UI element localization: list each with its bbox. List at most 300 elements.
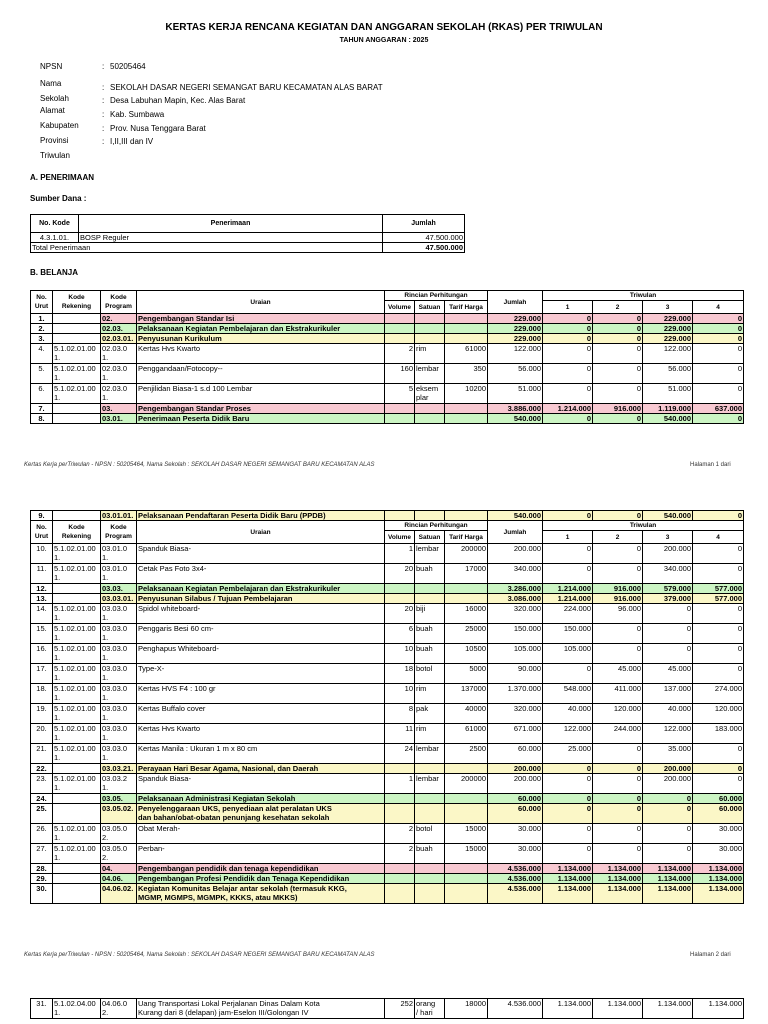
header-t2: 2 xyxy=(593,531,643,544)
row-no: 1. xyxy=(31,314,53,324)
row-jumlah: 3.286.000 xyxy=(488,584,543,594)
header-rincian: Rincian Perhitungan xyxy=(385,291,488,301)
row-t4: 1.134.000 xyxy=(693,884,744,904)
row-kode-program: 03.03.0 1. xyxy=(101,664,137,684)
table-row xyxy=(31,511,744,521)
row-t4: 577.000 xyxy=(693,594,744,604)
row-jumlah: 340.000 xyxy=(488,564,543,584)
row-satuan: lembar xyxy=(415,744,445,764)
row-t3: 579.000 xyxy=(643,584,693,594)
table-row xyxy=(31,844,744,864)
row-t4: 0 xyxy=(693,511,744,521)
row-satuan xyxy=(415,864,445,874)
row-no: 19. xyxy=(31,704,53,724)
row-t3: 137.000 xyxy=(643,684,693,704)
row-t1: 0 xyxy=(543,794,593,804)
row-no: 29. xyxy=(31,874,53,884)
row-kode-program: 03.05.0 2. xyxy=(101,824,137,844)
row-jumlah: 671.000 xyxy=(488,724,543,744)
row-uraian: Penyusunan Silabus / Tujuan Pembelajaran xyxy=(137,594,385,604)
row-t3: 229.000 xyxy=(643,324,693,334)
row-t1: 548.000 xyxy=(543,684,593,704)
row-t4: 0 xyxy=(693,624,744,644)
table-row xyxy=(31,874,744,884)
row-t1: 1.214.000 xyxy=(543,584,593,594)
row-t4: 30.000 xyxy=(693,824,744,844)
row-kode-rekening xyxy=(53,804,101,824)
row-kode-rekening: 5.1.02.01.00 1. xyxy=(53,384,101,404)
row-tarif: 40000 xyxy=(445,704,488,724)
row-t1: 1.134.000 xyxy=(543,864,593,874)
row-t2: 0 xyxy=(593,644,643,664)
table-row xyxy=(31,724,744,744)
row-kode-rekening xyxy=(53,794,101,804)
header-no-urut: No. Urut xyxy=(31,521,53,544)
row-kode-program: 03.03.0 1. xyxy=(101,644,137,664)
row-t3: 0 xyxy=(643,604,693,624)
row-uraian: Kertas Manila : Ukuran 1 m x 80 cm xyxy=(137,744,385,764)
row-satuan xyxy=(415,334,445,344)
row-tarif xyxy=(445,884,488,904)
row-t2: 45.000 xyxy=(593,664,643,684)
row-tarif: 2500 xyxy=(445,744,488,764)
row-kode-program: 02.03. xyxy=(101,324,137,334)
document-subtitle: TAHUN ANGGARAN : 2025 xyxy=(339,37,429,44)
row-uraian: Penyelenggaraan UKS, penyediaan alat peralatan UKS dan bahan/obat-obatan penunjang kesehatan sekolah xyxy=(137,804,385,824)
row-t1: 1.134.000 xyxy=(543,874,593,884)
row-volume: 160 xyxy=(385,364,415,384)
row-uraian: Pelaksanaan Administrasi Kegiatan Sekolah xyxy=(137,794,385,804)
row-t4: 0 xyxy=(693,764,744,774)
row-satuan: buah xyxy=(415,644,445,664)
row-t1: 0 xyxy=(543,334,593,344)
row-t4: 0 xyxy=(693,324,744,334)
row-satuan xyxy=(415,414,445,424)
row-volume xyxy=(385,314,415,324)
row-kode-program: 03.03.0 1. xyxy=(101,704,137,724)
row-t4: 0 xyxy=(693,544,744,564)
header-kode-program: Kode Program xyxy=(101,521,137,544)
row-volume: 2 xyxy=(385,824,415,844)
row-kode-rekening xyxy=(53,414,101,424)
belanja-table-page2 xyxy=(30,510,744,904)
total-row xyxy=(31,243,465,253)
row-jumlah: 30.000 xyxy=(488,844,543,864)
row-tarif: 200000 xyxy=(445,544,488,564)
row-jumlah: 3.886.000 xyxy=(488,404,543,414)
header-uraian: Uraian xyxy=(137,521,385,544)
row-t3: 45.000 xyxy=(643,664,693,684)
row-t4: 637.000 xyxy=(693,404,744,414)
row-no: 20. xyxy=(31,724,53,744)
total-label: Total Penerimaan xyxy=(31,243,383,253)
row-kode-program: 04.06.02. xyxy=(101,884,137,904)
row-t4: 120.000 xyxy=(693,704,744,724)
row-uraian: Penyusunan Kurikulum xyxy=(137,334,385,344)
row-satuan: lembar xyxy=(415,774,445,794)
row-jumlah: 1.370.000 xyxy=(488,684,543,704)
table-row xyxy=(31,604,744,624)
row-t3: 35.000 xyxy=(643,744,693,764)
sumber-dana-label: Sumber Dana : xyxy=(30,194,87,203)
row-uraian: Spanduk Biasa- xyxy=(137,774,385,794)
row-jumlah: 200.000 xyxy=(488,544,543,564)
header-t4: 4 xyxy=(693,301,744,314)
row-satuan: biji xyxy=(415,604,445,624)
row-t1: 0 xyxy=(543,324,593,334)
row-tarif: 18000 xyxy=(445,999,488,1019)
row-t2: 916.000 xyxy=(593,404,643,414)
row-t1: 0 xyxy=(543,774,593,794)
row-uraian: Penggandaan/Fotocopy-- xyxy=(137,364,385,384)
row-t2: 0 xyxy=(593,364,643,384)
row-satuan xyxy=(415,314,445,324)
row-volume: 11 xyxy=(385,724,415,744)
row-t4: 0 xyxy=(693,364,744,384)
row-t1: 0 xyxy=(543,664,593,684)
row-t2: 244.000 xyxy=(593,724,643,744)
row-jumlah: 4.536.000 xyxy=(488,864,543,874)
table-row xyxy=(31,999,744,1019)
table-row xyxy=(31,364,744,384)
row-t3: 1.134.000 xyxy=(643,864,693,874)
row-t1: 224.000 xyxy=(543,604,593,624)
header-t1: 1 xyxy=(543,531,593,544)
row-jumlah: 229.000 xyxy=(488,324,543,334)
row-kode-rekening: 5.1.02.01.00 1. xyxy=(53,544,101,564)
footer-text-page1: Kertas Kerja perTriwulan - NPSN : 50205464, Nama Sekolah : SEKOLAH DASAR NEGERI SEMANGAT BARU KECAMATAN ALAS xyxy=(24,462,375,468)
row-volume xyxy=(385,584,415,594)
row-volume xyxy=(385,404,415,414)
row-uraian: Penjilidan Biasa-1 s.d 100 Lembar xyxy=(137,384,385,404)
row-t2: 96.000 xyxy=(593,604,643,624)
row-t1: 40.000 xyxy=(543,704,593,724)
row-volume xyxy=(385,334,415,344)
row-t3: 379.000 xyxy=(643,594,693,604)
row-t4: 1.134.000 xyxy=(693,999,744,1019)
row-t2: 0 xyxy=(593,794,643,804)
row-uraian: Kegiatan Komunitas Belajar antar sekolah (termasuk KKG, MGMP, MGMPS, MGMPK, KKKS, atau MKKS) xyxy=(137,884,385,904)
row-t2: 0 xyxy=(593,624,643,644)
row-uraian: Pengembangan Standar Isi xyxy=(137,314,385,324)
row-satuan: pak xyxy=(415,704,445,724)
row-kode-rekening: 5.1.02.01.00 1. xyxy=(53,684,101,704)
table-row xyxy=(31,804,744,824)
row-kode-program: 03.01. xyxy=(101,414,137,424)
row-volume: 10 xyxy=(385,644,415,664)
row-satuan: buah xyxy=(415,844,445,864)
row-volume: 2 xyxy=(385,844,415,864)
row-t4: 0 xyxy=(693,334,744,344)
header-uraian: Uraian xyxy=(137,291,385,314)
row-no: 4. xyxy=(31,344,53,364)
row-volume xyxy=(385,324,415,334)
row-jumlah: 51.000 xyxy=(488,384,543,404)
row-satuan xyxy=(415,794,445,804)
row-no: 14. xyxy=(31,604,53,624)
row-tarif xyxy=(445,874,488,884)
row-jumlah: 200.000 xyxy=(488,764,543,774)
row-tarif xyxy=(445,511,488,521)
belanja-table-page3 xyxy=(30,998,744,1019)
row-kode-program: 02. xyxy=(101,314,137,324)
header-kode-rekening: Kode Rekening xyxy=(53,521,101,544)
row-t1: 25.000 xyxy=(543,744,593,764)
row-volume xyxy=(385,794,415,804)
row-t4: 60.000 xyxy=(693,794,744,804)
row-jumlah: 229.000 xyxy=(488,334,543,344)
row-t1: 0 xyxy=(543,804,593,824)
header-jumlah: Jumlah xyxy=(488,291,543,314)
header-tarif: Tarif Harga xyxy=(445,531,488,544)
row-kode-rekening: 5.1.02.01.00 1. xyxy=(53,844,101,864)
row-kode-rekening: 5.1.02.01.00 1. xyxy=(53,344,101,364)
row-no: 12. xyxy=(31,584,53,594)
row-t1: 1.134.000 xyxy=(543,999,593,1019)
row-satuan: rim xyxy=(415,344,445,364)
row-tarif: 137000 xyxy=(445,684,488,704)
footer-page-number-2: Halaman 2 dari xyxy=(690,952,731,958)
row-no: 5. xyxy=(31,364,53,384)
row-no: 25. xyxy=(31,804,53,824)
row-uraian: Penerimaan Peserta Didik Baru xyxy=(137,414,385,424)
row-t1: 122.000 xyxy=(543,724,593,744)
penerimaan-table xyxy=(30,214,465,253)
row-uraian: Penggaris Besi 60 cm- xyxy=(137,624,385,644)
row-t3: 0 xyxy=(643,844,693,864)
row-satuan: lembar xyxy=(415,364,445,384)
row-volume xyxy=(385,874,415,884)
row-no: 30. xyxy=(31,884,53,904)
header-kode-program: Kode Program xyxy=(101,291,137,314)
row-kode-program: 02.03.01. xyxy=(101,334,137,344)
row-t3: 1.134.000 xyxy=(643,874,693,884)
row-t3: 200.000 xyxy=(643,544,693,564)
row-kode-rekening: 5.1.02.01.00 1. xyxy=(53,664,101,684)
table-row xyxy=(31,594,744,604)
document-title: KERTAS KERJA RENCANA KEGIATAN DAN ANGGARAN SEKOLAH (RKAS) PER TRIWULAN xyxy=(165,22,603,33)
row-kode-program: 03.01.01. xyxy=(101,511,137,521)
row-volume: 1 xyxy=(385,774,415,794)
row-kode-rekening xyxy=(53,874,101,884)
row-uraian: Pengembangan pendidik dan tenaga kependidikan xyxy=(137,864,385,874)
table-row xyxy=(31,404,744,414)
row-volume: 18 xyxy=(385,664,415,684)
row-satuan: botol xyxy=(415,824,445,844)
row-uraian: Obat Merah- xyxy=(137,824,385,844)
row-t2: 1.134.000 xyxy=(593,864,643,874)
section-belanja: B. BELANJA xyxy=(30,268,79,277)
row-volume: 6 xyxy=(385,624,415,644)
header-t1: 1 xyxy=(543,301,593,314)
row-t2: 0 xyxy=(593,804,643,824)
row-t4: 0 xyxy=(693,664,744,684)
row-t4: 0 xyxy=(693,564,744,584)
header-kode-rekening: Kode Rekening xyxy=(53,291,101,314)
row-t4: 1.134.000 xyxy=(693,874,744,884)
row-t2: 0 xyxy=(593,764,643,774)
table-row xyxy=(31,794,744,804)
row-uraian: Spidol whiteboard- xyxy=(137,604,385,624)
belanja-table-page1 xyxy=(30,290,744,424)
table-row xyxy=(31,774,744,794)
header-tarif: Tarif Harga xyxy=(445,301,488,314)
header-t2: 2 xyxy=(593,301,643,314)
row-satuan xyxy=(415,511,445,521)
row-t1: 0 xyxy=(543,844,593,864)
row-tarif xyxy=(445,594,488,604)
table-row xyxy=(31,764,744,774)
row-uraian: Spanduk Biasa- xyxy=(137,544,385,564)
row-satuan xyxy=(415,594,445,604)
row-volume: 10 xyxy=(385,684,415,704)
row-t3: 51.000 xyxy=(643,384,693,404)
row-uraian: Kertas Hvs Kwarto xyxy=(137,344,385,364)
row-t4: 274.000 xyxy=(693,684,744,704)
row-jumlah: 540.000 xyxy=(488,414,543,424)
row-t1: 0 xyxy=(543,824,593,844)
row-satuan xyxy=(415,764,445,774)
row-no: 11. xyxy=(31,564,53,584)
row-kode-program: 03. xyxy=(101,404,137,414)
table-row xyxy=(31,414,744,424)
school-identity: NPSN : 50205464 Nama Sekolah : SEKOLAH DASAR NEGERI SEMANGAT BARU KECAMATAN ALAS BARAT Alamat : Desa Labuhan Mapin, Kec. Alas Barat Kabupaten : Kab. Sumbawa Provinsi : Prov. Nusa Tenggara Barat Triwulan : I,II,III dan IV xyxy=(40,62,383,160)
row-t3: 229.000 xyxy=(643,314,693,324)
row-kode-rekening: 5.1.02.01.00 1. xyxy=(53,564,101,584)
row-kode-rekening: 5.1.02.01.00 1. xyxy=(53,604,101,624)
table-row xyxy=(31,334,744,344)
row-t2: 1.134.000 xyxy=(593,999,643,1019)
header-triwulan: Triwulan xyxy=(543,291,744,301)
row-t3: 0 xyxy=(643,794,693,804)
row-tarif xyxy=(445,584,488,594)
row-kode-program: 04.06.0 2. xyxy=(101,999,137,1019)
row-t4: 183.000 xyxy=(693,724,744,744)
row-t3: 122.000 xyxy=(643,724,693,744)
row-kode-program: 03.05. xyxy=(101,794,137,804)
row-t1: 0 xyxy=(543,414,593,424)
row-volume: 24 xyxy=(385,744,415,764)
row-tarif: 16000 xyxy=(445,604,488,624)
row-t3: 540.000 xyxy=(643,414,693,424)
row-satuan: lembar xyxy=(415,544,445,564)
row-t1: 0 xyxy=(543,364,593,384)
row-tarif: 10500 xyxy=(445,644,488,664)
row-kode-program: 03.03.0 1. xyxy=(101,684,137,704)
row-kode-program: 04. xyxy=(101,864,137,874)
row-kode-program: 03.01.0 1. xyxy=(101,564,137,584)
row-t2: 0 xyxy=(593,544,643,564)
row-satuan: buah xyxy=(415,564,445,584)
row-kode-rekening xyxy=(53,404,101,414)
row-tarif: 61000 xyxy=(445,724,488,744)
row-no: 2. xyxy=(31,324,53,334)
header-no-urut: No. Urut xyxy=(31,291,53,314)
row-tarif xyxy=(445,334,488,344)
row-jumlah: 60.000 xyxy=(488,744,543,764)
table-row xyxy=(31,684,744,704)
row-no: 28. xyxy=(31,864,53,874)
row-no: 27. xyxy=(31,844,53,864)
row-kode-program: 03.05.0 2. xyxy=(101,844,137,864)
row-t4: 0 xyxy=(693,344,744,364)
row-volume xyxy=(385,414,415,424)
row-t2: 0 xyxy=(593,774,643,794)
header-volume: Volume xyxy=(385,531,415,544)
row-tarif: 61000 xyxy=(445,344,488,364)
row-t2: 1.134.000 xyxy=(593,874,643,884)
row-kode-rekening xyxy=(53,314,101,324)
row-uraian: Kertas Hvs Kwarto xyxy=(137,724,385,744)
header-volume: Volume xyxy=(385,301,415,314)
row-no: 24. xyxy=(31,794,53,804)
row-volume: 2 xyxy=(385,344,415,364)
row-volume xyxy=(385,864,415,874)
row-uraian: Penghapus Whiteboard- xyxy=(137,644,385,664)
row-no: 10. xyxy=(31,544,53,564)
row-no: 15. xyxy=(31,624,53,644)
row-volume xyxy=(385,764,415,774)
row-tarif xyxy=(445,804,488,824)
row-t1: 0 xyxy=(543,344,593,364)
row-kode-program: 02.03.0 1. xyxy=(101,364,137,384)
row-t2: 0 xyxy=(593,334,643,344)
table-row xyxy=(31,324,744,334)
row-t4: 0 xyxy=(693,774,744,794)
table-row xyxy=(31,744,744,764)
row-jumlah: 90.000 xyxy=(488,664,543,684)
row-t3: 56.000 xyxy=(643,364,693,384)
row-kode-program: 03.05.02. xyxy=(101,804,137,824)
row-tarif: 350 xyxy=(445,364,488,384)
row-t1: 0 xyxy=(543,511,593,521)
table-row xyxy=(31,314,744,324)
row-t3: 1.134.000 xyxy=(643,884,693,904)
row-t2: 0 xyxy=(593,564,643,584)
row-jumlah: 4.536.000 xyxy=(488,999,543,1019)
row-volume xyxy=(385,594,415,604)
row-no: 16. xyxy=(31,644,53,664)
row-kode-program: 03.03. xyxy=(101,584,137,594)
row-jumlah: 540.000 xyxy=(488,511,543,521)
row-volume: 8 xyxy=(385,704,415,724)
row-no: 17. xyxy=(31,664,53,684)
row-jumlah: 320.000 xyxy=(488,604,543,624)
header-t4: 4 xyxy=(693,531,744,544)
row-t2: 411.000 xyxy=(593,684,643,704)
row-kode-rekening xyxy=(53,864,101,874)
row-t3: 1.134.000 xyxy=(643,999,693,1019)
row-jumlah: 150.000 xyxy=(488,624,543,644)
row-t1: 1.134.000 xyxy=(543,884,593,904)
row-kode-program: 03.03.2 1. xyxy=(101,774,137,794)
row-volume xyxy=(385,884,415,904)
table-row xyxy=(31,544,744,564)
row-jumlah: 30.000 xyxy=(488,824,543,844)
row-t1: 0 xyxy=(543,764,593,774)
row-uraian: Pelaksanaan Pendaftaran Peserta Didik Baru (PPDB) xyxy=(137,511,385,521)
row-volume: 20 xyxy=(385,564,415,584)
table-row xyxy=(31,624,744,644)
row-no: 13. xyxy=(31,594,53,604)
row-kode-program: 03.01.0 1. xyxy=(101,544,137,564)
table-row xyxy=(31,584,744,594)
row-uraian: Pelaksanaan Kegiatan Pembelajaran dan Ekstrakurikuler xyxy=(137,324,385,334)
row-kode-program: 03.03.01. xyxy=(101,594,137,604)
header-t3: 3 xyxy=(643,531,693,544)
footer-text-page2: Kertas Kerja perTriwulan - NPSN : 50205464, Nama Sekolah : SEKOLAH DASAR NEGERI SEMANGAT BARU KECAMATAN ALAS xyxy=(24,952,375,958)
row-volume: 1 xyxy=(385,544,415,564)
